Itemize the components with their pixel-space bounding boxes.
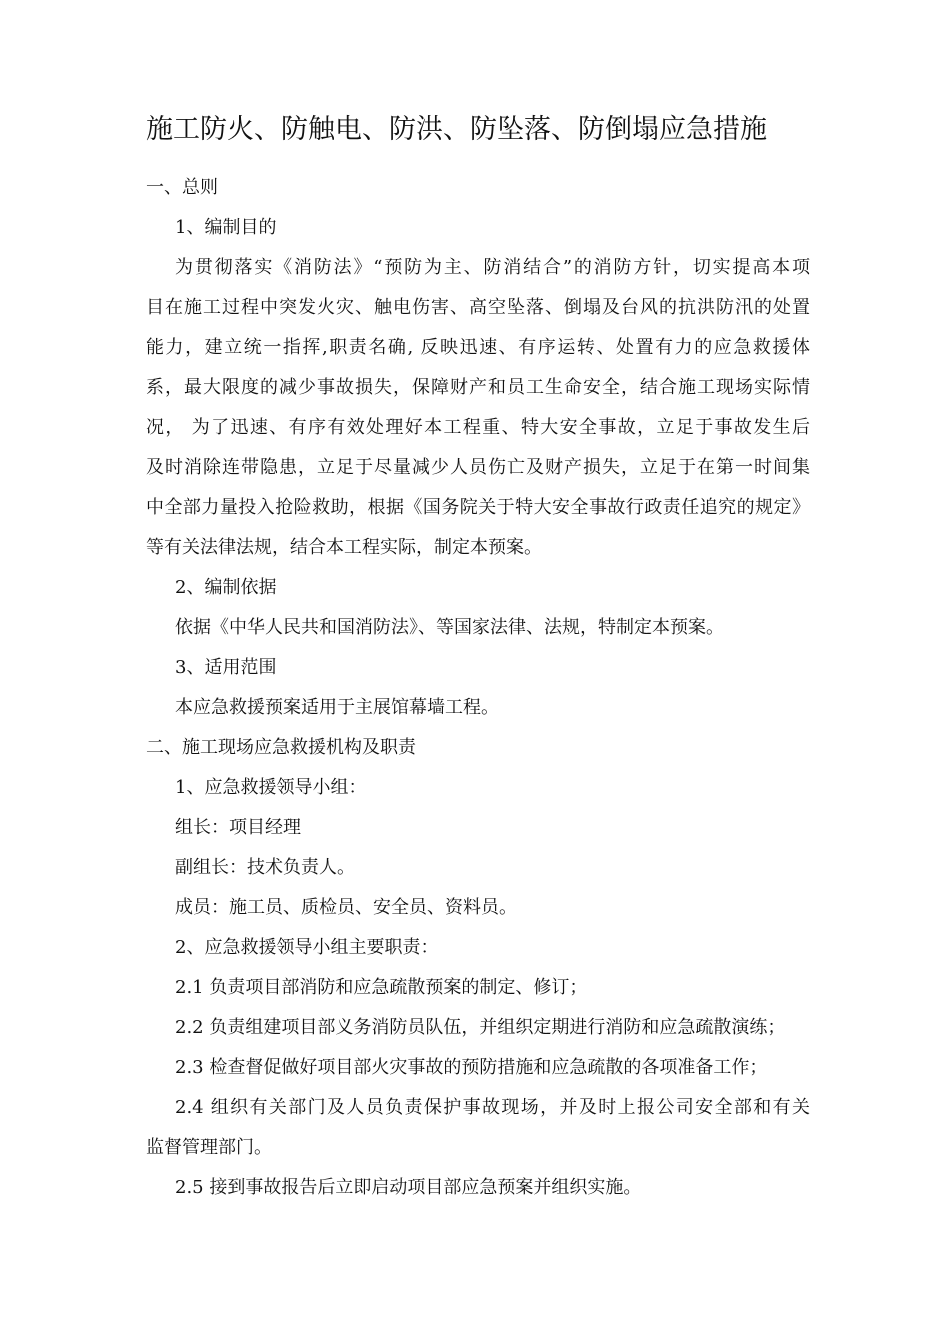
members-line: 成员：施工员、质检员、安全员、资料员。 bbox=[175, 897, 517, 918]
section-heading-organization: 二、施工现场应急救援机构及职责 bbox=[146, 737, 416, 758]
deputy-leader-line: 副组长：技术负责人。 bbox=[175, 857, 355, 878]
subheading-purpose: 1、编制目的 bbox=[175, 217, 277, 238]
paragraph-line: 为贯彻落实《消防法》“预防为主、防消结合”的消防方针，切实提高本项 bbox=[175, 257, 810, 278]
paragraph-line: 能力，建立统一指挥,职责名确, 反映迅速、有序运转、处置有力的应急救援体 bbox=[146, 337, 810, 358]
responsibility-item: 2.2 负责组建项目部义务消防员队伍，并组织定期进行消防和应急疏散演练； bbox=[175, 1017, 786, 1038]
document-body bbox=[146, 168, 810, 1208]
subheading-leadership-group: 1、应急救援领导小组： bbox=[175, 777, 367, 798]
document-title: 施工防火、防触电、防洪、防坠落、防倒塌应急措施 bbox=[146, 114, 767, 145]
responsibility-item: 2.1 负责项目部消防和应急疏散预案的制定、修订； bbox=[175, 977, 588, 998]
subheading-scope: 3、适用范围 bbox=[175, 657, 277, 678]
paragraph-line: 中全部力量投入抢险救助，根据《国务院关于特大安全事故行政责任追究的规定》 bbox=[146, 497, 810, 518]
responsibility-item: 2.5 接到事故报告后立即启动项目部应急预案并组织实施。 bbox=[175, 1177, 642, 1198]
leader-line: 组长：项目经理 bbox=[175, 817, 301, 838]
paragraph-scope: 本应急救援预案适用于主展馆幕墙工程。 bbox=[175, 697, 499, 718]
paragraph-purpose bbox=[146, 248, 810, 568]
paragraph-line: 况， 为了迅速、有序有效处理好本工程重、特大安全事故，立足于事故发生后 bbox=[146, 417, 810, 438]
subheading-basis: 2、编制依据 bbox=[175, 577, 277, 598]
responsibility-item-continued: 监督管理部门。 bbox=[146, 1137, 272, 1158]
responsibility-item: 2.3 检查督促做好项目部火灾事故的预防措施和应急疏散的各项准备工作； bbox=[175, 1057, 768, 1078]
paragraph-basis: 依据《中华人民共和国消防法》、等国家法律、法规，特制定本预案。 bbox=[175, 617, 724, 638]
responsibility-item: 2.4 组织有关部门及人员负责保护事故现场，并及时上报公司安全部和有关 bbox=[175, 1097, 810, 1118]
subheading-responsibilities: 2、应急救援领导小组主要职责： bbox=[175, 937, 439, 958]
paragraph-line: 及时消除连带隐患，立足于尽量减少人员伤亡及财产损失，立足于在第一时间集 bbox=[146, 457, 810, 478]
paragraph-line: 系，最大限度的减少事故损失，保障财产和员工生命安全，结合施工现场实际情 bbox=[146, 377, 810, 398]
section-heading-general: 一、总则 bbox=[146, 177, 218, 198]
paragraph-line: 等有关法律法规，结合本工程实际，制定本预案。 bbox=[146, 537, 542, 558]
paragraph-line: 目在施工过程中突发火灾、触电伤害、高空坠落、倒塌及台风的抗洪防汛的处置 bbox=[146, 297, 810, 318]
